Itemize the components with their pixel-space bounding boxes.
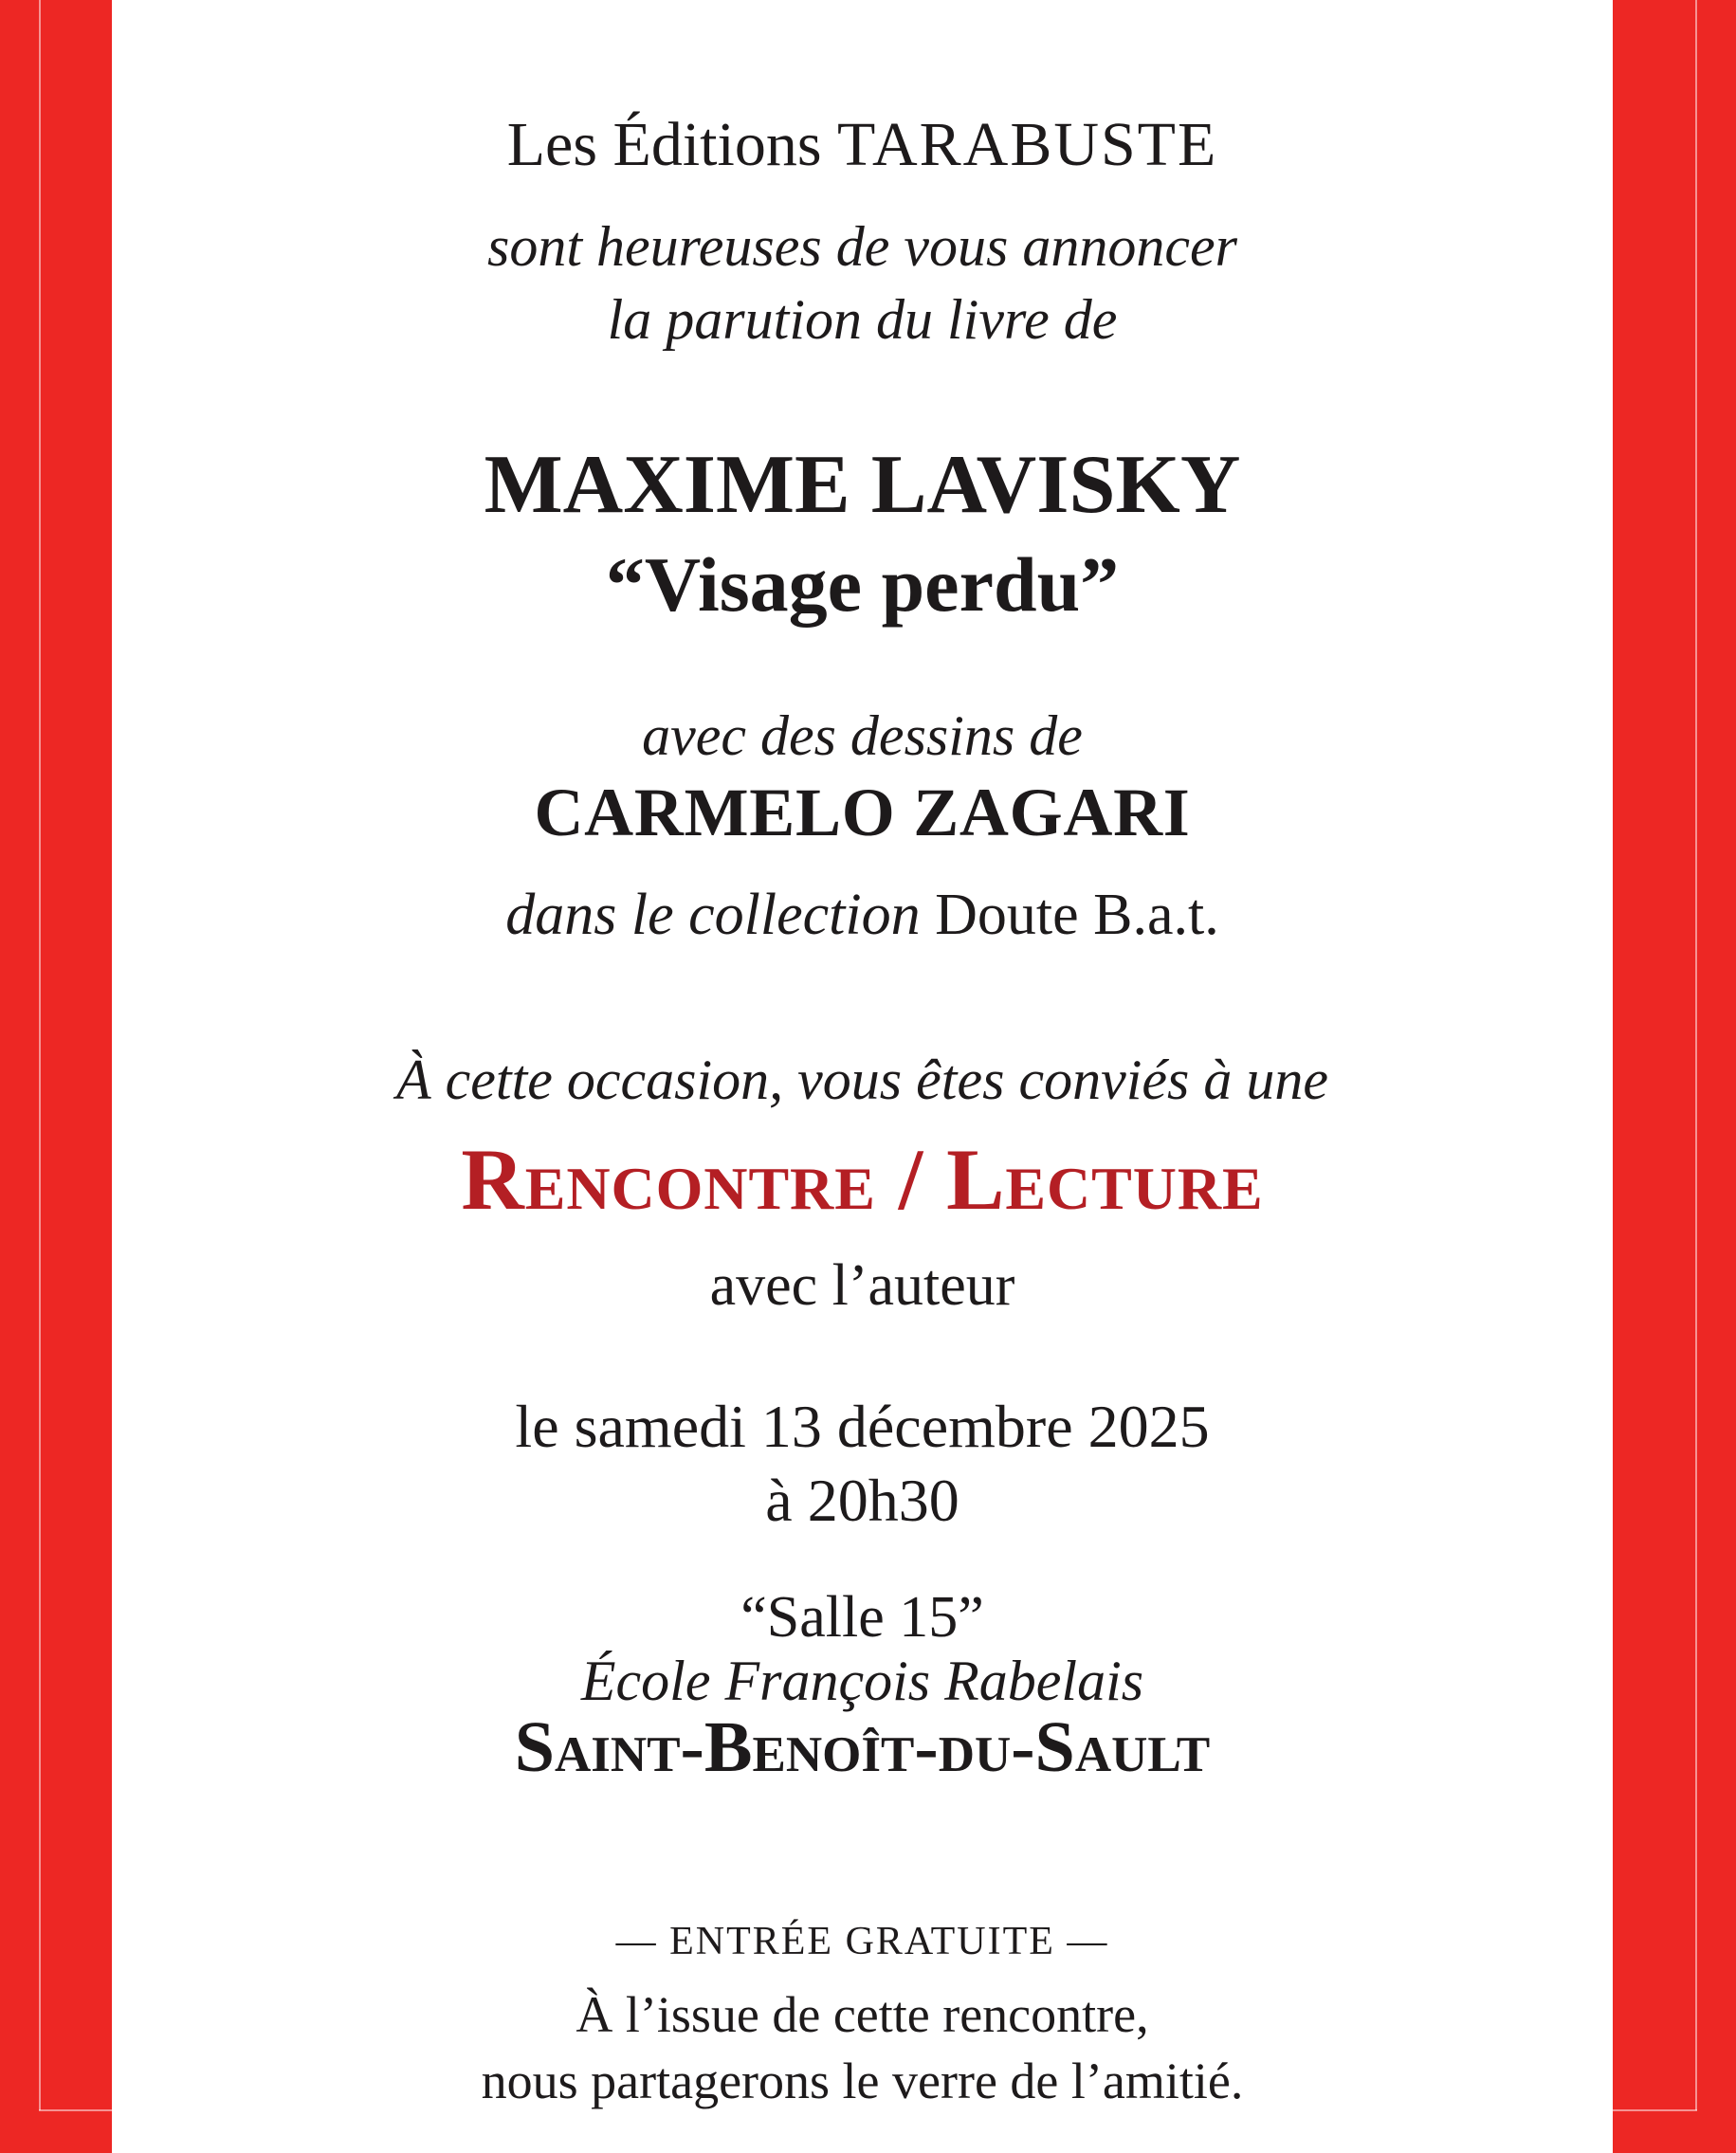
announcement-line2: la parution du livre de [607,287,1118,351]
right-bottom-fold-line [1613,2109,1697,2111]
book-title: “Visage perdu” [605,541,1120,628]
collection-name: Doute B.a.t. [935,883,1219,947]
admission-line: — ENTRÉE GRATUITE — [615,1920,1109,1963]
event-time: à 20h30 [765,1467,959,1535]
venue-city: Saint-Benoît-du-Sault [514,1707,1211,1787]
right-fold-line [1695,0,1697,2110]
publisher-line [112,112,1613,177]
with-author-line: avec l’auteur [709,1253,1015,1318]
closing-line2: nous partagerons le verre de l’amitié. [481,2053,1244,2110]
publisher-name: TARABUSTE [837,110,1218,179]
book-author: MAXIME LAVISKY [484,439,1241,531]
left-bottom-fold-line [39,2109,113,2111]
event-date: le samedi 13 décembre 2025 [515,1393,1210,1460]
illustration-intro: avec des dessins de [642,704,1083,767]
right-red-band [1613,0,1736,2153]
announcement-line1: sont heureuses de vous annoncer [487,215,1237,278]
left-fold-line [39,0,41,2110]
illustrator-name: CARMELO ZAGARI [534,775,1191,850]
announcement [112,210,1613,356]
left-red-band [0,0,112,2153]
collection-line [112,885,1613,946]
event-title: Rencontre / Lecture [461,1131,1264,1228]
closing-lines [112,1981,1613,2114]
venue-room: “Salle 15” [740,1585,984,1650]
publisher-prefix: Les Éditions [506,110,838,179]
venue-school: École François Rabelais [580,1650,1144,1712]
collection-intro: dans le collection [505,883,936,947]
closing-line1: À l’issue de cette rencontre, [576,1986,1149,2043]
occasion-line: À cette occasion, vous êtes conviés à une [396,1049,1328,1111]
schedule [112,1390,1613,1538]
